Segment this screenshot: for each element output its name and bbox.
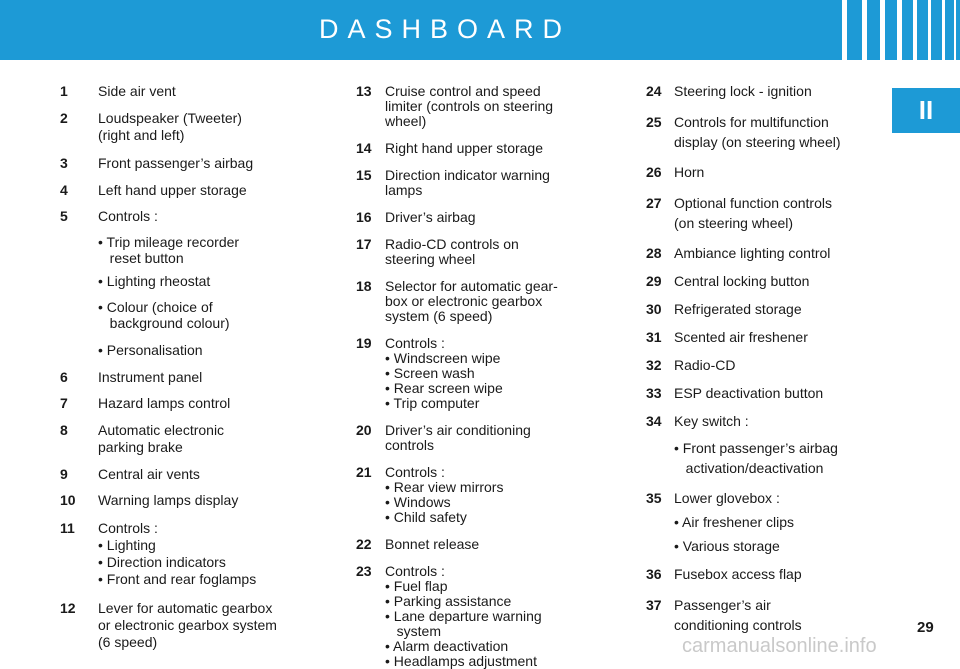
- legend-item: [60, 156, 277, 171]
- legend-text: Controls :: [385, 563, 445, 579]
- legend-text: Central locking button: [674, 273, 810, 289]
- header-stripe: [897, 0, 902, 60]
- legend-item: [350, 141, 558, 156]
- legend-text: Side air vent: [98, 83, 176, 99]
- legend-text: Ambiance lighting control: [674, 245, 831, 261]
- legend-number: 31: [646, 329, 662, 345]
- legend-text: Fusebox access flap: [674, 566, 802, 582]
- legend-item: [60, 274, 277, 289]
- legend-text: ESP deactivation button: [674, 385, 824, 401]
- legend-text: • Child safety: [385, 509, 467, 525]
- legend-text: Scented air freshener: [674, 329, 808, 345]
- legend-item: [60, 84, 277, 99]
- legend-text: activation/deactivation: [674, 460, 824, 476]
- legend-number: 25: [646, 114, 662, 130]
- legend-item: [350, 537, 558, 552]
- legend-text: Controls :: [98, 208, 158, 224]
- legend-item: [640, 274, 841, 289]
- legend-item: [60, 467, 277, 482]
- legend-text: Lever for automatic gearbox: [98, 600, 273, 616]
- legend-number: 11: [60, 520, 75, 536]
- legend-text: Controls for multifunction: [674, 114, 829, 130]
- header-stripe: [862, 0, 867, 60]
- legend-text: Controls :: [385, 335, 445, 351]
- legend-text: Horn: [674, 164, 705, 180]
- legend-number: 6: [60, 369, 68, 385]
- legend-text: or electronic gearbox system: [98, 617, 277, 633]
- legend-text: display (on steering wheel): [674, 134, 841, 150]
- legend-text: • Various storage: [674, 538, 780, 554]
- legend-number: 14: [356, 140, 372, 156]
- legend-number: 13: [356, 83, 372, 99]
- legend-text: • Screen wash: [385, 365, 475, 381]
- legend-text: Warning lamps display: [98, 492, 239, 508]
- legend-item: [640, 165, 841, 180]
- legend-text: system: [385, 623, 442, 639]
- legend-item: [640, 246, 841, 261]
- watermark: carmanualsonline.info: [682, 635, 877, 657]
- legend-text: system (6 speed): [385, 308, 493, 324]
- legend-text: Loudspeaker (Tweeter): [98, 110, 242, 126]
- legend-item: [60, 422, 277, 456]
- legend-number: 26: [646, 164, 662, 180]
- legend-item: [350, 336, 558, 411]
- legend-number: 15: [356, 167, 372, 183]
- legend-item: [640, 539, 841, 554]
- legend-text: • Personalisation: [98, 342, 203, 358]
- legend-text: • Parking assistance: [385, 593, 512, 609]
- legend-text: • Lighting: [98, 537, 156, 553]
- legend-text: • Air freshener clips: [674, 514, 795, 530]
- legend-text: Driver’s air conditioning: [385, 422, 531, 438]
- legend-number: 7: [60, 395, 68, 411]
- legend-number: 21: [356, 464, 372, 480]
- legend-item: [60, 209, 277, 224]
- legend-text: Hazard lamps control: [98, 395, 231, 411]
- legend-text: Optional function controls: [674, 195, 832, 211]
- legend-text: • Headlamps adjustment: [385, 653, 537, 669]
- page-number: 29: [917, 619, 934, 636]
- header-stripe: [842, 0, 847, 60]
- legend-number: 29: [646, 273, 662, 289]
- legend-item: [60, 110, 277, 144]
- legend-text: Central air vents: [98, 466, 200, 482]
- legend-text: parking brake: [98, 439, 183, 455]
- legend-item: [640, 112, 841, 152]
- legend-number: 2: [60, 110, 68, 126]
- legend-item: [350, 564, 558, 669]
- legend-number: 32: [646, 357, 662, 373]
- legend-item: [60, 299, 277, 331]
- legend-text: Refrigerated storage: [674, 301, 802, 317]
- legend-text: wheel): [385, 113, 427, 129]
- legend-text: • Rear screen wipe: [385, 380, 503, 396]
- legend-text: background colour): [98, 315, 230, 331]
- legend-item: [60, 370, 277, 385]
- legend-number: 12: [60, 600, 76, 616]
- legend-text: Right hand upper storage: [385, 140, 543, 156]
- legend-text: • Alarm deactivation: [385, 638, 509, 654]
- legend-text: Selector for automatic gear-: [385, 278, 558, 294]
- legend-item: [640, 438, 841, 478]
- legend-text: box or electronic gearbox: [385, 293, 543, 309]
- legend-item: [350, 423, 558, 453]
- legend-text: • Direction indicators: [98, 554, 226, 570]
- legend-number: 35: [646, 490, 662, 506]
- legend-number: 17: [356, 236, 372, 252]
- legend-item: [640, 330, 841, 345]
- legend-number: 24: [646, 83, 662, 99]
- legend-number: 30: [646, 301, 662, 317]
- legend-item: [640, 491, 841, 506]
- legend-item: [640, 84, 841, 99]
- section-tab: II: [892, 88, 960, 133]
- legend-item: [350, 237, 558, 267]
- legend-number: 10: [60, 492, 76, 508]
- legend-text: Radio-CD controls on: [385, 236, 519, 252]
- legend-text: Cruise control and speed: [385, 83, 541, 99]
- legend-text: • Windscreen wipe: [385, 350, 501, 366]
- legend-item: [60, 396, 277, 411]
- legend-text: • Trip mileage recorder: [98, 234, 240, 250]
- legend-text: Controls :: [98, 520, 158, 536]
- legend-text: Lower glovebox :: [674, 490, 780, 506]
- legend-item: [60, 234, 277, 266]
- legend-item: [60, 520, 277, 588]
- legend-item: [640, 386, 841, 401]
- legend-number: 3: [60, 155, 68, 171]
- legend-text: • Fuel flap: [385, 578, 448, 594]
- legend-text: Instrument panel: [98, 369, 203, 385]
- legend-number: 37: [646, 597, 662, 613]
- legend-number: 20: [356, 422, 372, 438]
- legend-text: • Front passenger’s airbag: [674, 440, 838, 456]
- legend-item: [60, 493, 277, 508]
- legend-text: (6 speed): [98, 634, 158, 650]
- legend-text: • Rear view mirrors: [385, 479, 504, 495]
- legend-text: Key switch :: [674, 413, 749, 429]
- legend-number: 22: [356, 536, 372, 552]
- legend-text: Bonnet release: [385, 536, 480, 552]
- legend-item: [640, 302, 841, 317]
- legend-number: 28: [646, 245, 662, 261]
- legend-item: [60, 343, 277, 358]
- legend-text: Radio-CD: [674, 357, 736, 373]
- legend-item: [350, 465, 558, 525]
- legend-text: (on steering wheel): [674, 215, 794, 231]
- legend-number: 34: [646, 413, 662, 429]
- legend-text: Steering lock - ignition: [674, 83, 812, 99]
- legend-text: conditioning controls: [674, 617, 802, 633]
- legend-item: [640, 595, 841, 635]
- legend-text: • Lighting rheostat: [98, 273, 211, 289]
- legend-column-3: [640, 84, 841, 635]
- legend-number: 9: [60, 466, 68, 482]
- header-stripe: [928, 0, 931, 60]
- legend-item: [350, 168, 558, 198]
- page-title: DASHBOARD: [318, 14, 572, 44]
- header-stripe: [954, 0, 956, 60]
- header-banner: [0, 0, 960, 60]
- legend-text: • Front and rear foglamps: [98, 571, 257, 587]
- header-stripe: [913, 0, 917, 60]
- legend-item: [350, 279, 558, 324]
- legend-text: controls: [385, 437, 435, 453]
- legend-text: • Windows: [385, 494, 451, 510]
- legend-text: Front passenger’s airbag: [98, 155, 254, 171]
- legend-text: reset button: [98, 250, 184, 266]
- legend-item: [350, 84, 558, 129]
- legend-text: • Colour (choice of: [98, 299, 213, 315]
- legend-text: Driver’s airbag: [385, 209, 476, 225]
- legend-number: 8: [60, 422, 68, 438]
- legend-text: Automatic electronic: [98, 422, 225, 438]
- legend-text: limiter (controls on steering: [385, 98, 554, 114]
- legend-text: Controls :: [385, 464, 445, 480]
- legend-text: Direction indicator warning: [385, 167, 550, 183]
- legend-text: Left hand upper storage: [98, 182, 247, 198]
- legend-number: 5: [60, 208, 68, 224]
- legend-item: [640, 193, 841, 233]
- legend-item: [640, 414, 841, 429]
- legend-text: • Lane departure warning: [385, 608, 542, 624]
- legend-item: [640, 358, 841, 373]
- legend-number: 27: [646, 195, 662, 211]
- legend-number: 4: [60, 182, 68, 198]
- legend-text: • Trip computer: [385, 395, 480, 411]
- legend-number: 18: [356, 278, 372, 294]
- legend-text: Passenger’s air: [674, 597, 771, 613]
- legend-number: 36: [646, 566, 662, 582]
- legend-column-1: [60, 84, 277, 651]
- legend-number: 19: [356, 335, 372, 351]
- legend-item: [60, 183, 277, 198]
- legend-text: lamps: [385, 182, 423, 198]
- legend-item: [640, 567, 841, 582]
- legend-item: [60, 600, 277, 651]
- header-stripe: [880, 0, 885, 60]
- legend-text: (right and left): [98, 127, 185, 143]
- legend-text: steering wheel: [385, 251, 476, 267]
- legend-number: 23: [356, 563, 372, 579]
- legend-number: 33: [646, 385, 662, 401]
- legend-item: [350, 210, 558, 225]
- legend-item: [640, 515, 841, 530]
- legend-column-2: [350, 84, 558, 669]
- legend-number: 1: [60, 83, 68, 99]
- header-stripe: [942, 0, 945, 60]
- legend-number: 16: [356, 209, 372, 225]
